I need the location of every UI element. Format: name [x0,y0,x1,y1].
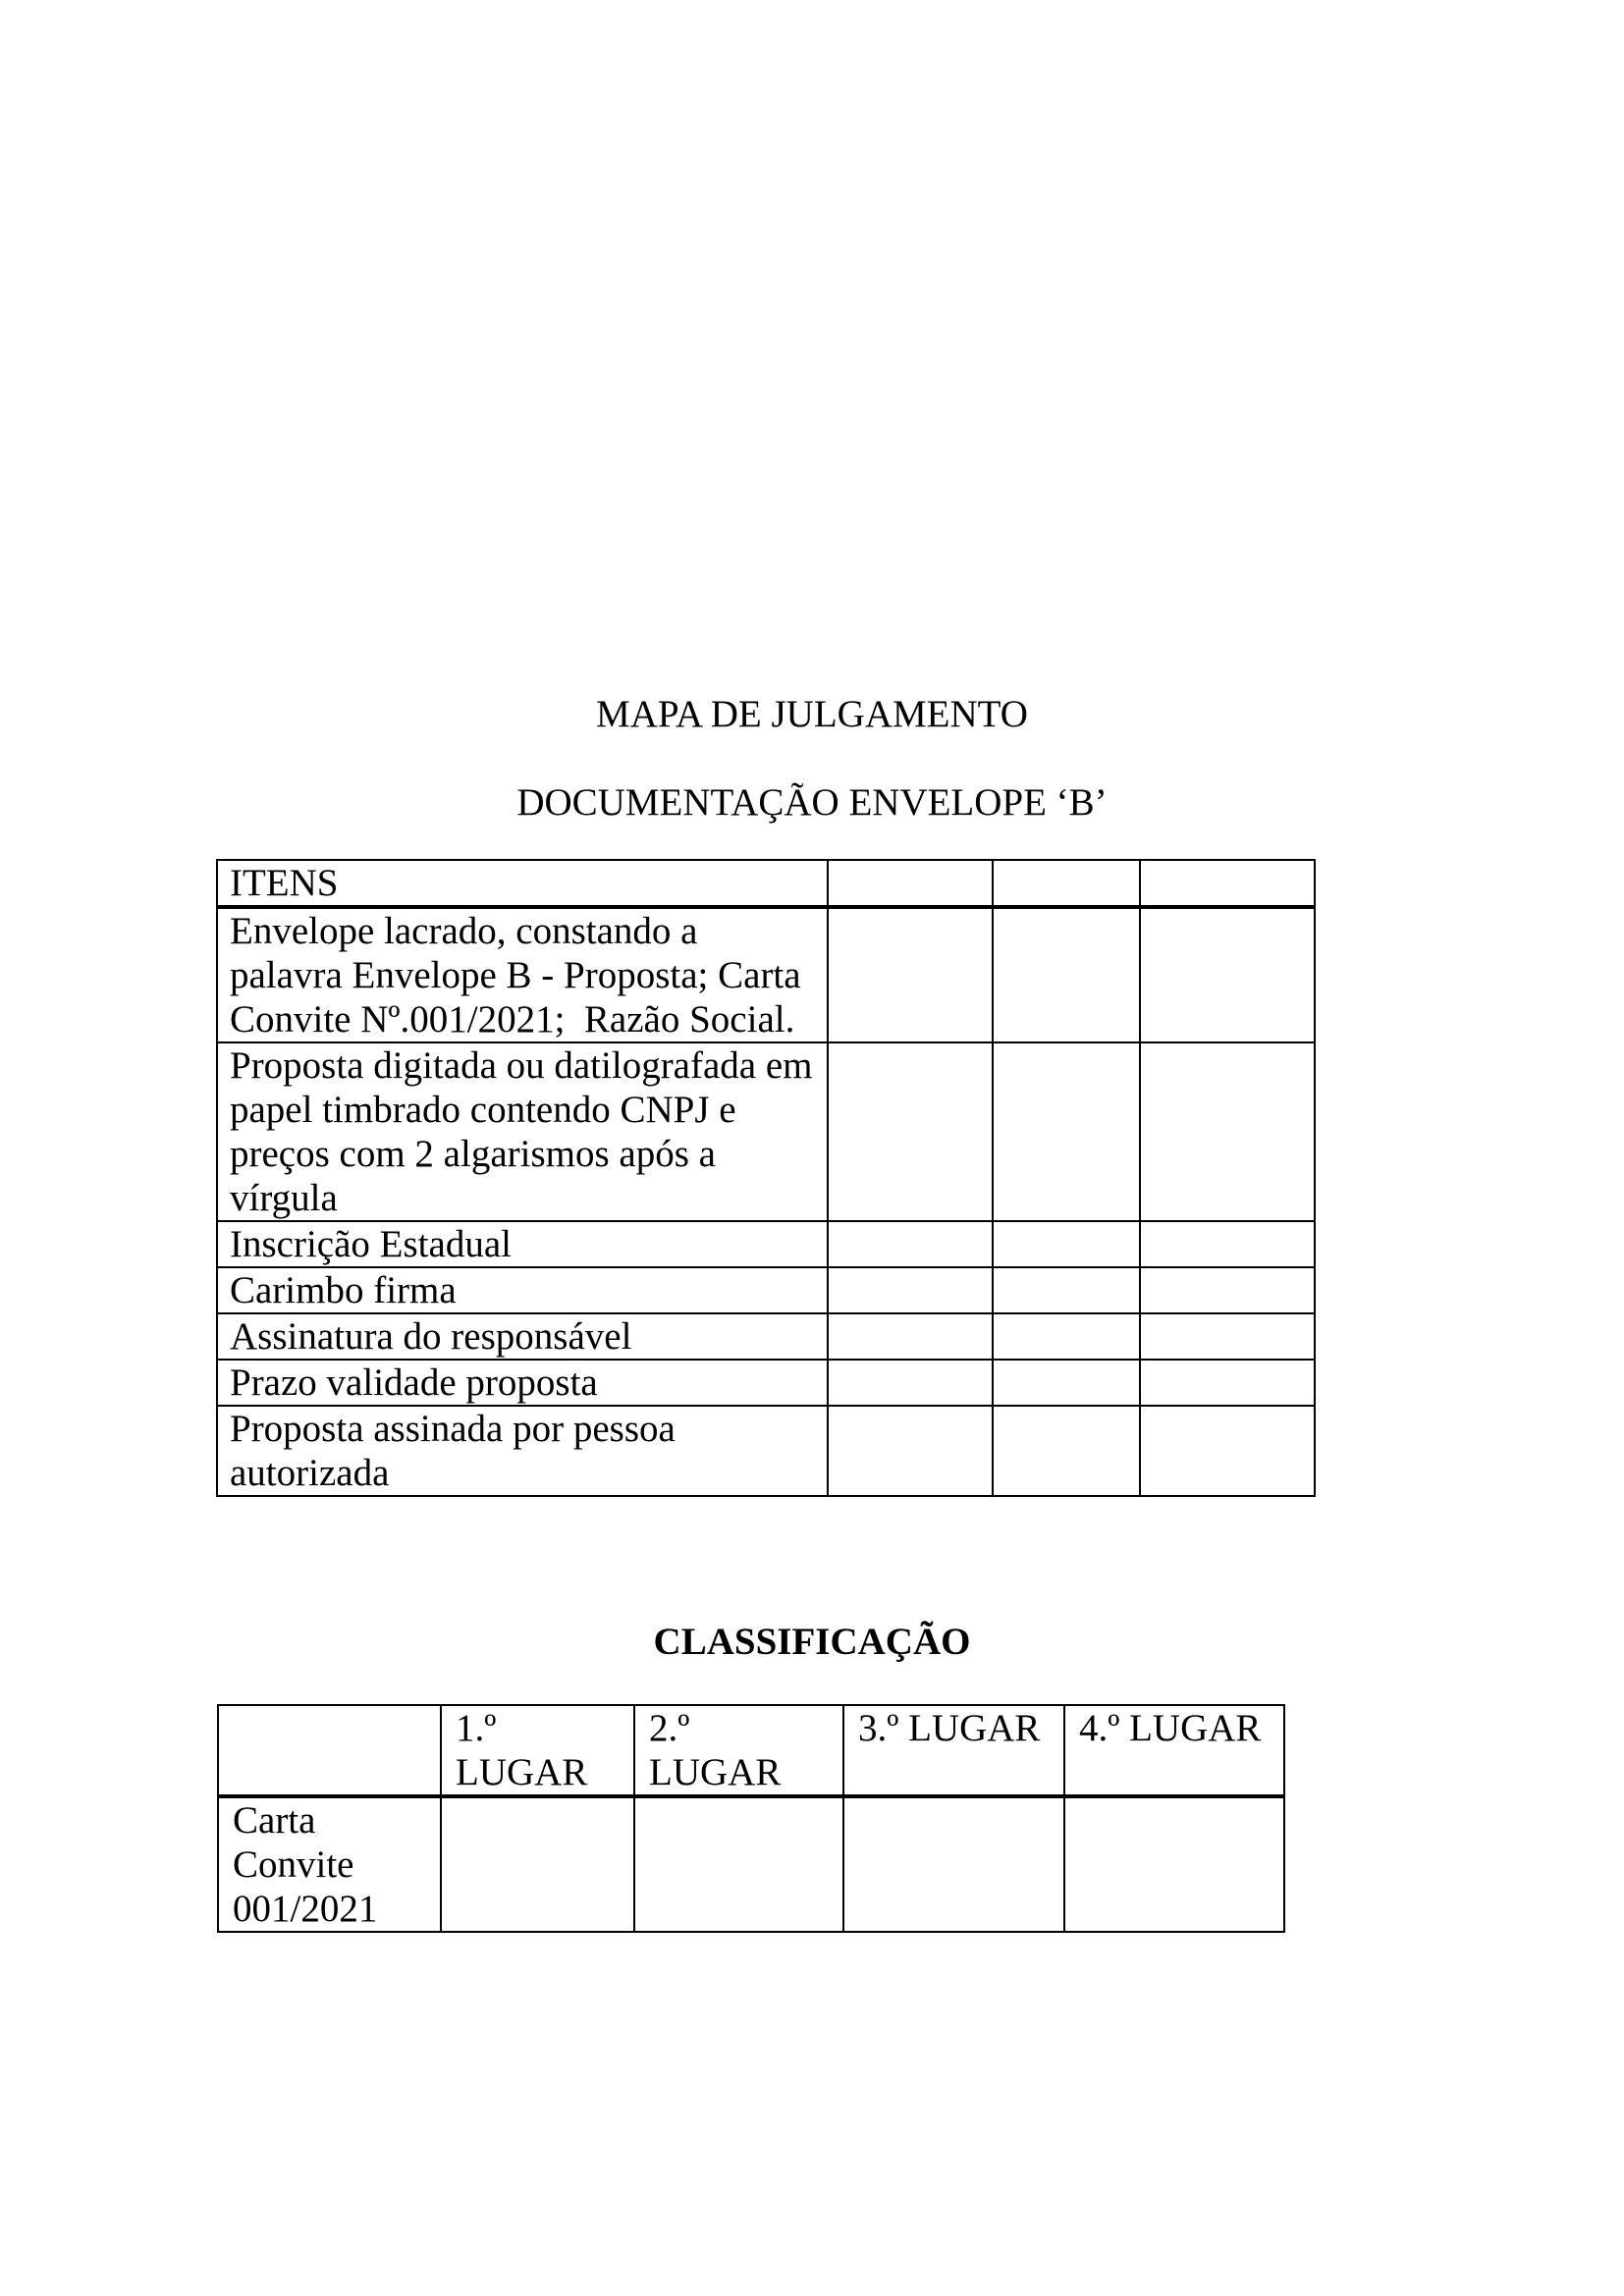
empty-cell [1140,1221,1315,1267]
judgment-table-row [217,1406,1315,1496]
classification-table-row [218,1796,1284,1932]
classification-heading: CLASSIFICAÇÃO [653,1621,971,1663]
judgment-table [216,859,1316,1497]
first-place-header-cell: 1.º LUGAR [441,1705,634,1796]
judgment-table-row [217,1042,1315,1221]
empty-cell [828,1267,993,1313]
judgment-table-row [217,1360,1315,1406]
empty-cell [1140,1042,1315,1221]
empty-cell [828,860,993,907]
fourth-place-header-cell: 4.º LUGAR [1064,1705,1284,1796]
item-text-cell: Carimbo firma [217,1267,828,1313]
judgment-table-header-row [217,860,1315,907]
empty-cell [218,1705,441,1796]
document-title: MAPA DE JULGAMENTO [596,693,1028,735]
document-subtitle: DOCUMENTAÇÃO ENVELOPE ‘B’ [516,781,1108,824]
item-text-cell: Envelope lacrado, constando a palavra Envelope B - Proposta; Carta Convite Nº.001/2021; Razão Social. [217,907,828,1042]
item-text-cell: Proposta digitada ou datilografada em papel timbrado contendo CNPJ e preços com 2 algarismos após a vírgula [217,1042,828,1221]
judgment-table-row [217,907,1315,1042]
empty-cell [828,1406,993,1496]
judgment-table-row [217,1267,1315,1313]
empty-cell [828,1221,993,1267]
empty-cell [1140,1406,1315,1496]
empty-cell [1140,1313,1315,1360]
item-text-cell: Proposta assinada por pessoa autorizada [217,1406,828,1496]
empty-cell [993,1406,1140,1496]
empty-cell [1140,1267,1315,1313]
judgment-table-row [217,1313,1315,1360]
empty-cell [441,1796,634,1932]
empty-cell [993,907,1140,1042]
empty-cell [993,860,1140,907]
item-text-cell: Assinatura do responsável [217,1313,828,1360]
empty-cell [993,1360,1140,1406]
item-text-cell: Inscrição Estadual [217,1221,828,1267]
judgment-table-row [217,1221,1315,1267]
empty-cell [828,1360,993,1406]
empty-cell [993,1042,1140,1221]
empty-cell [1064,1796,1284,1932]
classification-header-row [218,1705,1284,1796]
second-place-header-cell: 2.º LUGAR [634,1705,843,1796]
empty-cell [993,1221,1140,1267]
empty-cell [1140,1360,1315,1406]
empty-cell [634,1796,843,1932]
empty-cell [828,907,993,1042]
empty-cell [843,1796,1064,1932]
item-text-cell: Prazo validade proposta [217,1360,828,1406]
empty-cell [1140,860,1315,907]
classification-table [217,1704,1285,1933]
row-label-cell: Carta Convite 001/2021 [218,1796,441,1932]
empty-cell [993,1313,1140,1360]
empty-cell [993,1267,1140,1313]
third-place-header-cell: 3.º LUGAR [843,1705,1064,1796]
empty-cell [828,1313,993,1360]
itens-header-cell: ITENS [217,860,828,907]
empty-cell [828,1042,993,1221]
empty-cell [1140,907,1315,1042]
